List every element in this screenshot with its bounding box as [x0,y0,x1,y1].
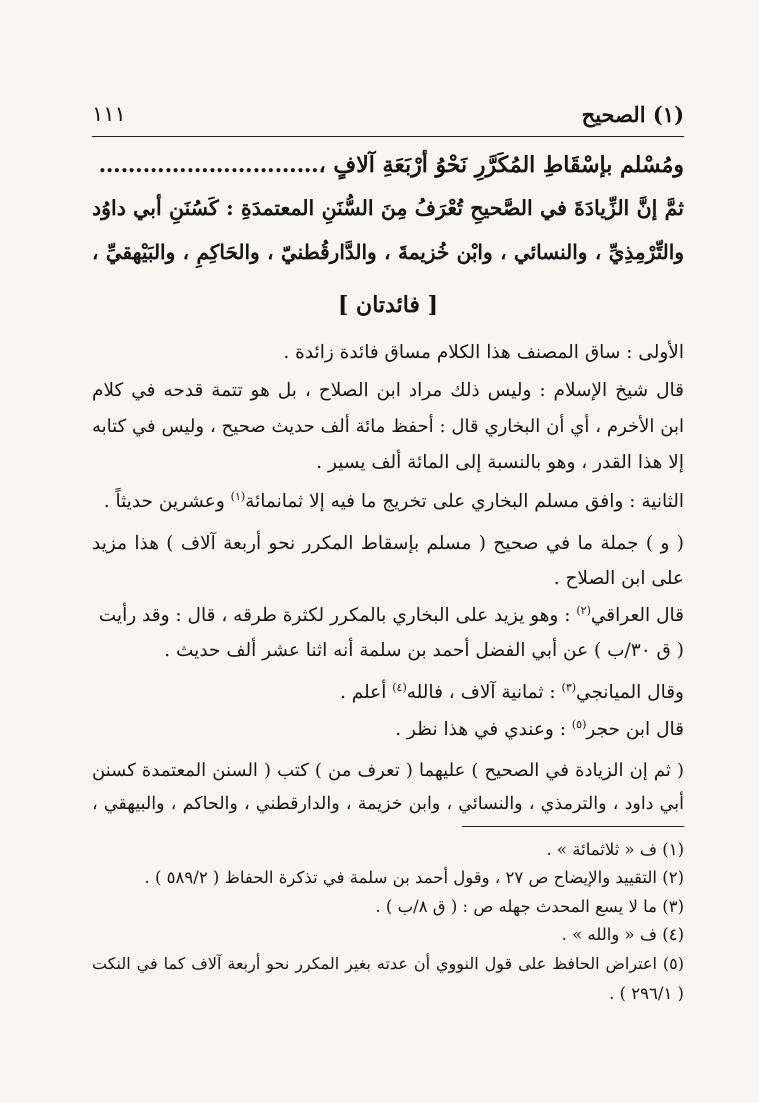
section-heading: [ فائدتان ] [337,292,438,318]
paragraph-8-line-2: أبي داود ، والترمذي ، والنسائي ، وابن خزيمة ، والدارقطني ، والحاكم ، والبيهقي ، [92,794,684,814]
paragraph-5-line-1 [92,604,684,626]
footnote-3: (٣) ما لا يسع المحدث جهله ص : ( ق ٨/ب ) . [375,897,684,916]
footnote-2: (٢) التقييد والإيضاح ص ٢٧ ، وقول أحمد بن سلمة في تذكرة الحفاظ ( ٥٨٩/٢ ) . [144,868,684,887]
paragraph-3-text-b: وعشرين حديثاً . [103,491,231,513]
paragraph-2-line-1: قال شيخ الإسلام : وليس ذلك مراد ابن الصلاح ، بل هو تتمة قدحه في كلام [92,380,684,401]
verse-line-3: والتِّرْمِذِيِّ ، والنسائي ، وابْن خُزيمةَ ، والدَّارقُطنيّ ، والحَاكِمِ ، والبَيْهقيِّ ، [92,240,684,264]
paragraph-4-line-1: ( و ) جملة ما في صحيح ( مسلم بإسقاط المكرر نحو أربعة آلاف ) هذا مزيد [92,533,684,554]
verse-line-1-text: ومُسْلم بإسْقَاطِ المُكَرَّرِ نَحْوُ أرْبَعَةِ آلافٍ ، [318,152,684,178]
verse-line-2: ثمَّ إنَّ الزِّيادَةَ في الصَّحيحِ تُعْرَفُ مِنَ السُّنَنِ المعتمدَةِ : كَسُنَنِ أبي داوُد [92,196,684,220]
paragraph-6-text-a: وقال الميانجي [576,682,684,704]
paragraph-3 [92,490,684,512]
paragraph-2-line-2: ابن الأخرم ، أي أن البخاري قال : أحفظ مائة ألف حديث صحيح ، وليس في كتابه [92,416,684,437]
verse-dots: ………………………… [98,152,319,178]
chapter-title: (١) الصحيح [581,102,684,127]
paragraph-8-line-1: ( ثم إن الزيادة في الصحيح ) عليهما ( تعرف من ) كتب ( السنن المعتمدة كسنن [92,760,684,781]
paragraph-7 [92,718,684,740]
paragraph-7-text-a: قال ابن حجر [586,719,684,741]
paragraph-4-line-2: على ابن الصلاح . [553,568,684,589]
paragraph-1: الأولى : ساق المصنف هذا الكلام مساق فائدة زائدة . [283,342,684,363]
verse-line-1 [92,152,684,178]
paragraph-5-text-a: قال العراقي [590,605,684,627]
paragraph-3-text-a: الثانية : وافق مسلم البخاري على تخريج ما فيه إلا ثمانمائة [245,491,684,513]
paragraph-5-text-b: : وهو يزيد على البخاري بالمكرر لكثرة طرقه ، قال : وقد رأيت [98,605,577,627]
page-number: ١١١ [92,102,126,126]
footnote-5-line-2: ( ٢٩٦/١ ) . [609,984,684,1003]
footnote-ref-3: (٣) [561,681,577,694]
paragraph-2-line-3: إلا هذا القدر ، وهو بالنسبة إلى المائة ألف يسير . [316,452,684,473]
page-header [92,100,684,137]
paragraph-7-text-b: : وعندي في هذا نظر . [395,719,572,741]
paragraph-6 [92,681,684,703]
footnote-ref-2: (٢) [576,604,591,617]
footnote-ref-5: (٥) [571,718,587,731]
footnote-divider [462,826,684,827]
paragraph-5-line-2: ( ق ٣٠/ب ) عن أبي الفضل أحمد بن سلمة أنه اثنا عشر ألف حديث . [164,640,684,661]
footnote-ref-4: (٤) [392,681,407,694]
footnote-ref-1: (١) [230,490,246,503]
footnote-4: (٤) ف « والله » . [561,925,684,944]
paragraph-6-text-b: : ثمانية آلاف ، فالله [406,682,562,704]
paragraph-6-text-c: أعلم . [339,682,393,704]
footnote-1: (١) ف « ثلاثمائة » . [546,840,684,859]
footnote-5-line-1: (٥) اعتراض الحافظ على قول النووي أن عدته بغير المكرر نحو أربعة آلاف كما في النكت [92,954,684,973]
